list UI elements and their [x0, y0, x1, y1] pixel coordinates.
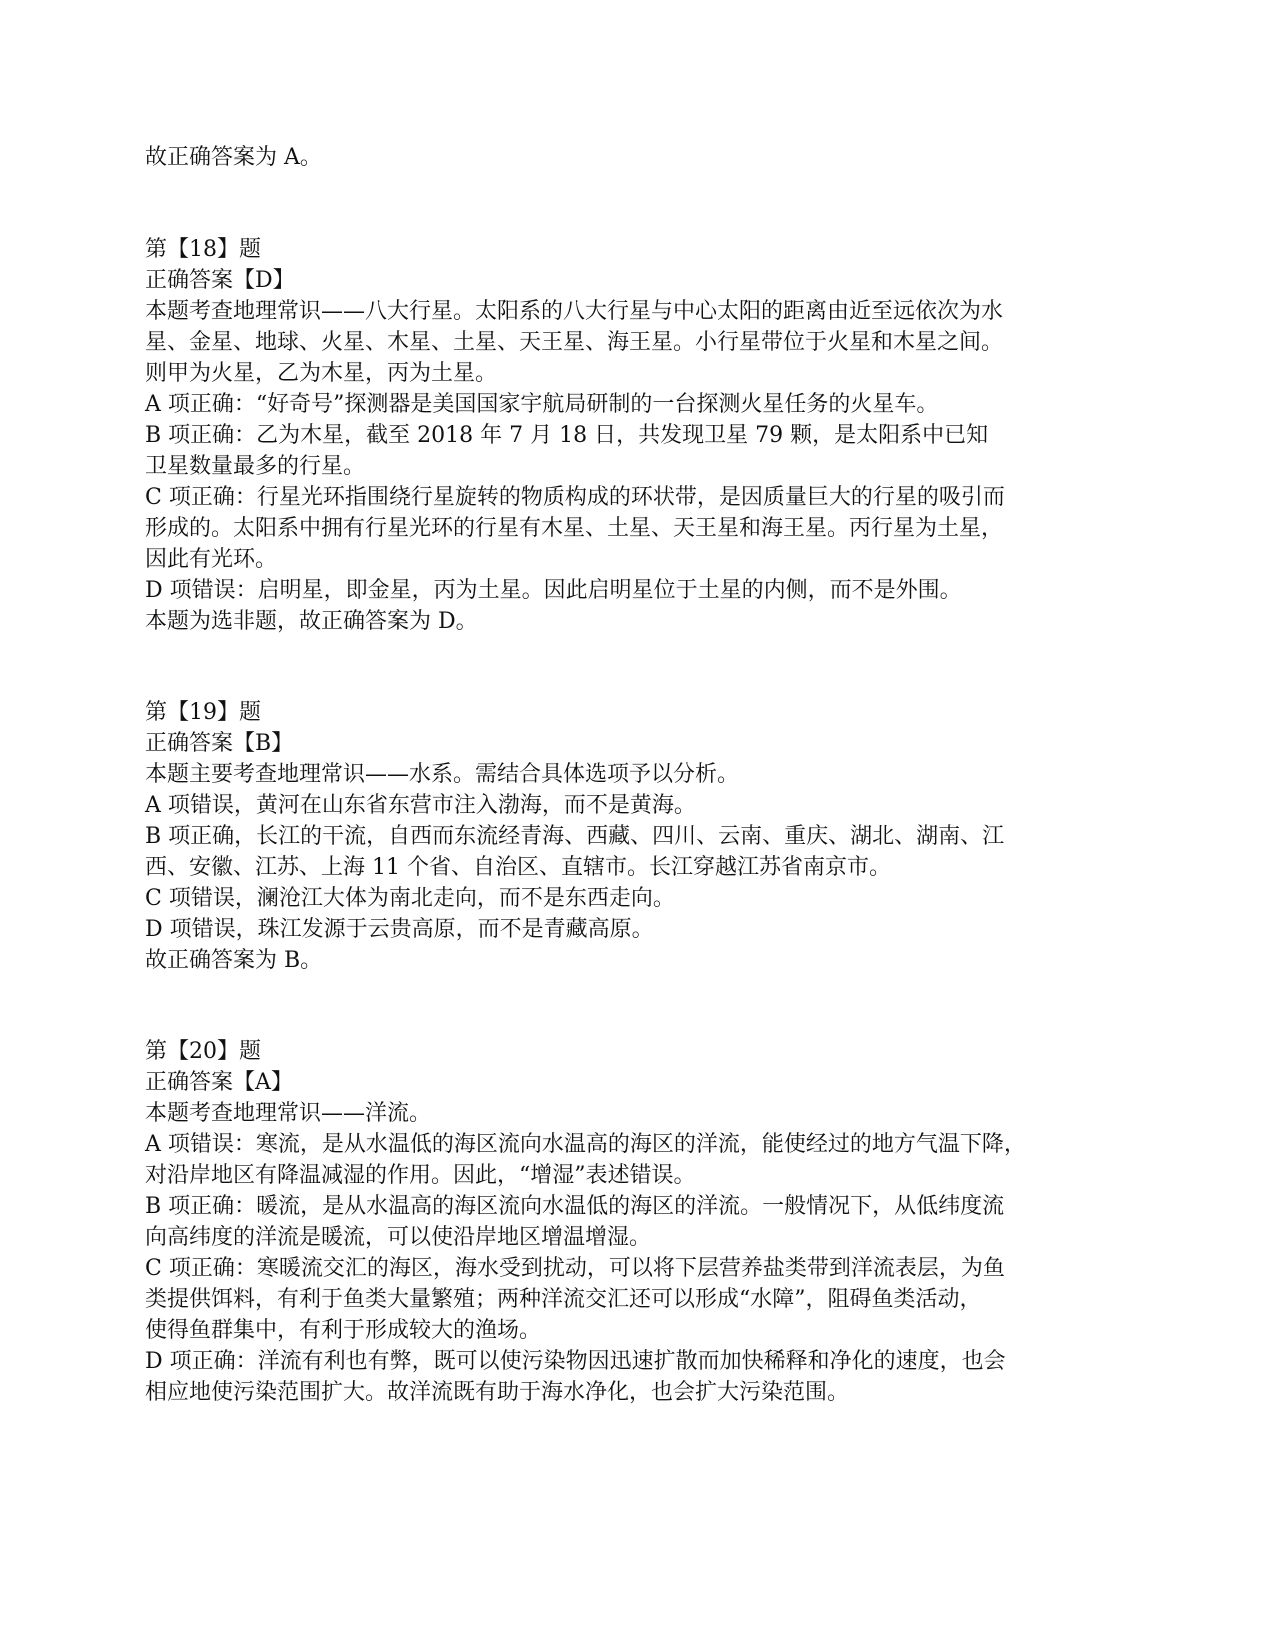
- explanation-line: 因此有光环。: [145, 547, 278, 572]
- explanation-line: 形成的。太阳系中拥有行星光环的行星有木星、土星、天王星和海王星。丙行星为土星，: [145, 516, 1004, 541]
- question-title: 第【20】题: [145, 1039, 261, 1064]
- explanation-line: A 项错误：寒流，是从水温低的海区流向水温高的海区的洋流，能使经过的地方气温下降，: [145, 1132, 1026, 1157]
- explanation-line: D 项错误，珠江发源于云贵高原，而不是青藏高原。: [145, 917, 654, 942]
- explanation-line: B 项正确：暖流，是从水温高的海区流向水温低的海区的洋流。一般情况下，从低纬度流: [145, 1194, 1005, 1219]
- explanation-line: B 项正确：乙为木星，截至 2018 年 7 月 18 日，共发现卫星 79 颗，是太阳系中已知: [145, 423, 989, 448]
- correct-answer: 正确答案【D】: [145, 268, 295, 293]
- explanation-line: 对沿岸地区有降温减湿的作用。因此，“增湿”表述错误。: [145, 1163, 696, 1188]
- explanation-line: D 项正确：洋流有利也有弊，既可以使污染物因迅速扩散而加快稀释和净化的速度，也会: [145, 1349, 1006, 1374]
- explanation-line: 本题考查地理常识——八大行星。太阳系的八大行星与中心太阳的距离由近至远依次为水: [145, 299, 1004, 324]
- explanation-line: C 项正确：行星光环指围绕行星旋转的物质构成的环状带，是因质量巨大的行星的吸引而: [145, 485, 1005, 510]
- explanation-line: 则甲为火星，乙为木星，丙为土星。: [145, 361, 498, 386]
- explanation-line: B 项正确，长江的干流，自西而东流经青海、西藏、四川、云南、重庆、湖北、湖南、江: [145, 824, 1005, 849]
- explanation-line: 类提供饵料，有利于鱼类大量繁殖；两种洋流交汇还可以形成“水障”，阻碍鱼类活动，: [145, 1287, 982, 1312]
- correct-answer: 正确答案【B】: [145, 731, 294, 756]
- explanation-line: 故正确答案为 B。: [145, 948, 323, 973]
- explanation-line: 向高纬度的洋流是暖流，可以使沿岸地区增温增湿。: [145, 1225, 652, 1250]
- correct-answer: 正确答案【A】: [145, 1070, 293, 1095]
- question-title: 第【19】题: [145, 700, 261, 725]
- explanation-line: 相应地使污染范围扩大。故洋流既有助于海水净化，也会扩大污染范围。: [145, 1380, 850, 1405]
- previous-answer-conclusion: 故正确答案为 A。: [145, 145, 322, 170]
- explanation-line: 西、安徽、江苏、上海 11 个省、自治区、直辖市。长江穿越江苏省南京市。: [145, 855, 891, 880]
- explanation-line: D 项错误：启明星，即金星，丙为土星。因此启明星位于土星的内侧，而不是外围。: [145, 578, 962, 603]
- question-title: 第【18】题: [145, 237, 261, 262]
- explanation-line: 本题主要考查地理常识——水系。需结合具体选项予以分析。: [145, 762, 740, 787]
- explanation-line: 本题考查地理常识——洋流。: [145, 1101, 432, 1126]
- explanation-line: A 项正确：“好奇号”探测器是美国国家宇航局研制的一台探测火星任务的火星车。: [145, 392, 939, 417]
- explanation-line: A 项错误，黄河在山东省东营市注入渤海，而不是黄海。: [145, 793, 696, 818]
- explanation-line: 星、金星、地球、火星、木星、土星、天王星、海王星。小行星带位于火星和木星之间。: [145, 330, 1004, 355]
- explanation-line: C 项错误，澜沧江大体为南北走向，而不是东西走向。: [145, 886, 675, 911]
- explanation-line: C 项正确：寒暖流交汇的海区，海水受到扰动，可以将下层营养盐类带到洋流表层，为鱼: [145, 1256, 1005, 1281]
- explanation-line: 使得鱼群集中，有利于形成较大的渔场。: [145, 1318, 542, 1343]
- explanation-line: 卫星数量最多的行星。: [145, 454, 366, 479]
- explanation-line: 本题为选非题，故正确答案为 D。: [145, 609, 478, 634]
